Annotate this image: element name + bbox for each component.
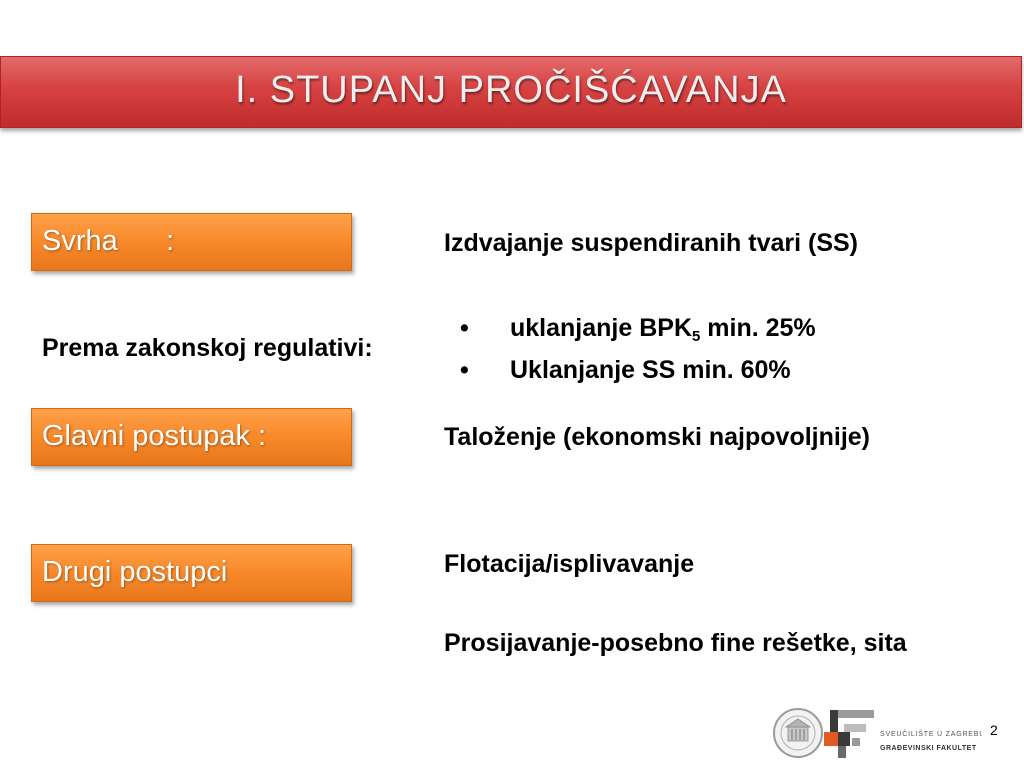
page-number: 2	[990, 722, 998, 738]
other-methods-box	[31, 544, 352, 602]
main-method-label: Glavni postupak :	[42, 420, 267, 452]
title-bar	[0, 56, 1022, 128]
faculty-logo	[772, 702, 982, 762]
bullet-icon: •	[460, 314, 469, 342]
other-method-item: Flotacija/isplivavanje	[444, 550, 695, 578]
bullet-text: Uklanjanje SS min. 60%	[510, 356, 791, 384]
main-method-text: Taloženje (ekonomski najpovoljnije)	[444, 423, 871, 451]
other-methods-label: Drugi postupci	[42, 556, 228, 588]
slide-title: I. STUPANJ PROČIŠĆAVANJA	[235, 69, 787, 111]
university-seal-icon	[772, 702, 982, 762]
svg-text:SVEUČILIŠTE U ZAGREBU: SVEUČILIŠTE U ZAGREBU	[880, 731, 982, 738]
other-method-item: Prosijavanje-posebno fine rešetke, sita	[444, 629, 907, 657]
svg-text:GRAĐEVINSKI FAKULTET: GRAĐEVINSKI FAKULTET	[880, 745, 977, 752]
bullet-text: uklanjanje $BPK_5$ min. 25%	[510, 314, 816, 345]
faculty-logo-icon	[824, 710, 874, 758]
regulation-label: Prema zakonskoj regulativi:	[42, 334, 373, 362]
purpose-label: Svrha :	[42, 225, 175, 257]
bullet-icon: •	[460, 356, 469, 384]
purpose-text: Izdvajanje suspendiranih tvari (SS)	[444, 229, 859, 257]
purpose-box	[31, 213, 352, 271]
main-method-box	[31, 408, 352, 466]
